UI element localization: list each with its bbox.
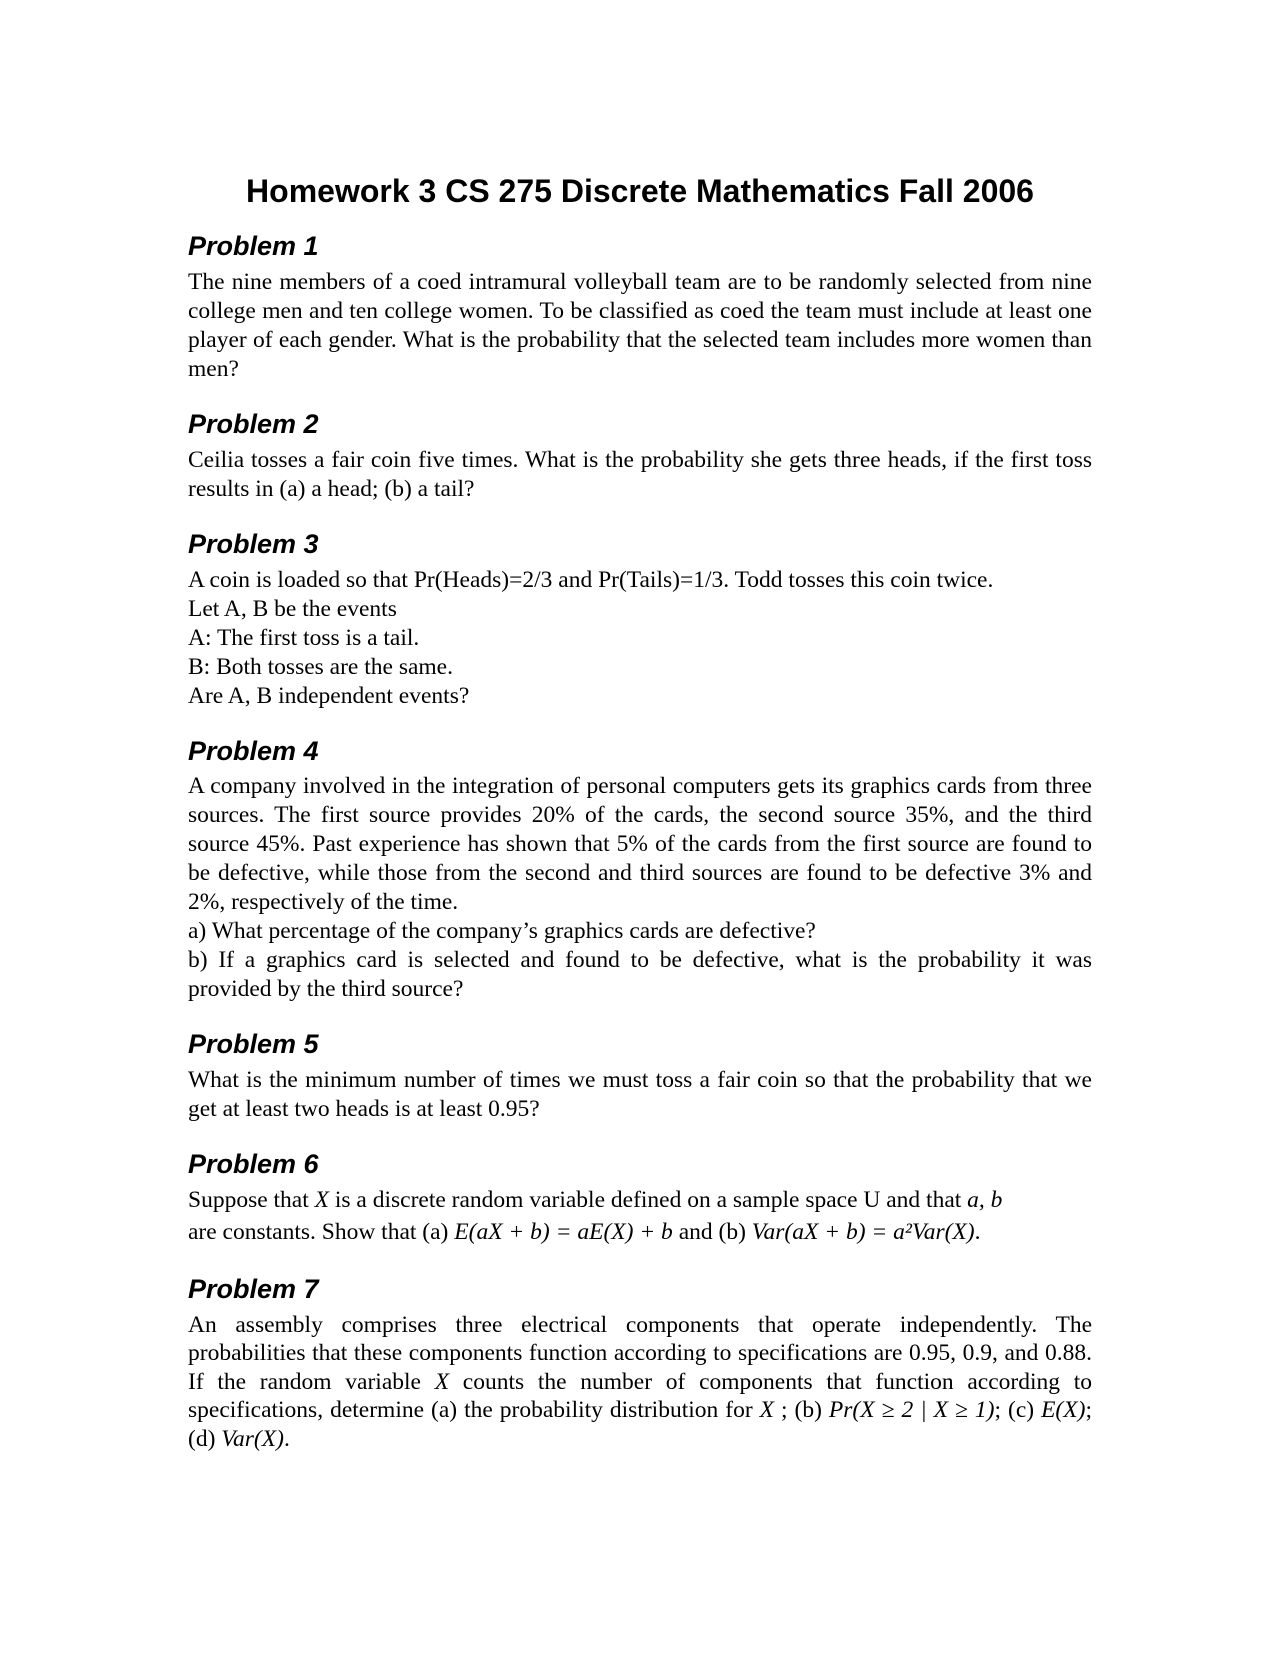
problem-7-text-4: ; (c) — [994, 1397, 1042, 1424]
formula-conditional-probability: Pr(X ≥ 2 | X ≥ 1) — [828, 1397, 995, 1424]
formula-expectation: E(X) — [1041, 1397, 1086, 1424]
variables-a-b: a, b — [967, 1186, 1003, 1213]
formula-expectation-linear: E(aX + b) = aE(X) + b — [454, 1218, 673, 1245]
problem-5-text: What is the minimum number of times we must toss a fair coin so that the probability that we get at least two heads is at least 0.95? — [188, 1067, 1092, 1123]
variable-x: X — [314, 1186, 329, 1213]
variable-x: X — [759, 1397, 775, 1424]
problem-4-part-b: b) If a graphics card is selected and found to be defective, what is the probability it was provided by the third source? — [188, 947, 1092, 1003]
problem-6-text-5: . — [974, 1218, 981, 1245]
problem-7-heading: Problem 7 — [188, 1273, 319, 1304]
problem-2-body — [188, 446, 1092, 504]
problem-6-text-2: is a discrete random variable defined on a sample space U and that — [329, 1186, 968, 1213]
problem-7-text-3: ; (b) — [774, 1397, 829, 1424]
problem-3-line-1: A coin is loaded so that Pr(Heads)=2/3 and Pr(Tails)=1/3. Todd tosses this coin twice. — [188, 566, 994, 593]
problem-2-heading: Problem 2 — [188, 409, 319, 440]
problem-1 — [188, 230, 1092, 384]
problem-1-body — [188, 268, 1092, 384]
problem-6-line-1 — [188, 1186, 1092, 1215]
problem-4-body — [188, 772, 1092, 1004]
problem-7-body — [188, 1311, 1092, 1454]
problem-1-heading: Problem 1 — [188, 231, 319, 262]
problem-7-text-5: ; (d) — [188, 1397, 1092, 1452]
problem-7 — [188, 1273, 1092, 1453]
problem-1-text: The nine members of a coed intramural volleyball team are to be randomly selected from nine college men and ten college women. To be classified as coed the team must include at least one player of each gender. What is the probability that the selected team includes more women than men? — [188, 269, 1092, 383]
formula-variance: Var(X) — [221, 1425, 284, 1452]
problem-6-body — [188, 1186, 1092, 1249]
problem-4-part-a: a) What percentage of the company’s graphics cards are defective? — [188, 918, 816, 945]
problem-3-line-4: B: Both tosses are the same. — [188, 653, 453, 680]
problem-6 — [188, 1148, 1092, 1249]
problem-3-heading: Problem 3 — [188, 528, 319, 559]
problem-7-text — [188, 1311, 1092, 1454]
problem-5-heading: Problem 5 — [188, 1029, 319, 1060]
problem-3-body — [188, 566, 1092, 711]
problem-3-line-3: A: The first toss is a tail. — [188, 624, 420, 651]
problem-6-heading: Problem 6 — [188, 1149, 319, 1180]
problem-4-heading: Problem 4 — [188, 735, 319, 766]
problem-6-text-4: and (b) — [672, 1218, 752, 1245]
document-page — [188, 172, 1092, 1453]
problem-7-text-1: An assembly comprises three electrical components that operate independently. The probabilities that these components function according to specifications are 0.95, 0.9, and 0.88. If the random variable — [188, 1311, 1092, 1395]
problem-5-body — [188, 1066, 1092, 1124]
problem-6-text-3: are constants. Show that (a) — [188, 1218, 455, 1245]
problem-5 — [188, 1028, 1092, 1124]
problem-6-line-2 — [188, 1215, 1092, 1249]
problem-4 — [188, 735, 1092, 1005]
problem-4-text: A company involved in the integration of personal computers gets its graphics cards from three sources. The first source provides 20% of the cards, the second source 35%, and the third source 45%. Past experience has shown that 5% of the cards from the first source are found to be defective, while those from the second and third sources are found to be defective 3% and 2%, respectively of the time. — [188, 773, 1092, 916]
formula-variance-linear: Var(aX + b) = a²Var(X) — [751, 1218, 975, 1245]
variable-x: X — [434, 1368, 450, 1395]
problem-6-text-1: Suppose that — [188, 1186, 315, 1213]
problem-3 — [188, 528, 1092, 711]
problem-3-line-5: Are A, B independent events? — [188, 682, 470, 709]
problem-7-text-6: . — [283, 1425, 290, 1452]
problem-2 — [188, 408, 1092, 504]
problem-7-text-2: counts the number of components that function according to specifications, determine (a) the probability distribution for — [188, 1368, 1092, 1424]
problem-3-line-2: Let A, B be the events — [188, 595, 397, 622]
problem-2-text: Ceilia tosses a fair coin five times. What is the probability she gets three heads, if the first toss results in (a) a head; (b) a tail? — [188, 446, 1092, 502]
document-title: Homework 3 CS 275 Discrete Mathematics Fall 2006 — [246, 173, 1034, 209]
